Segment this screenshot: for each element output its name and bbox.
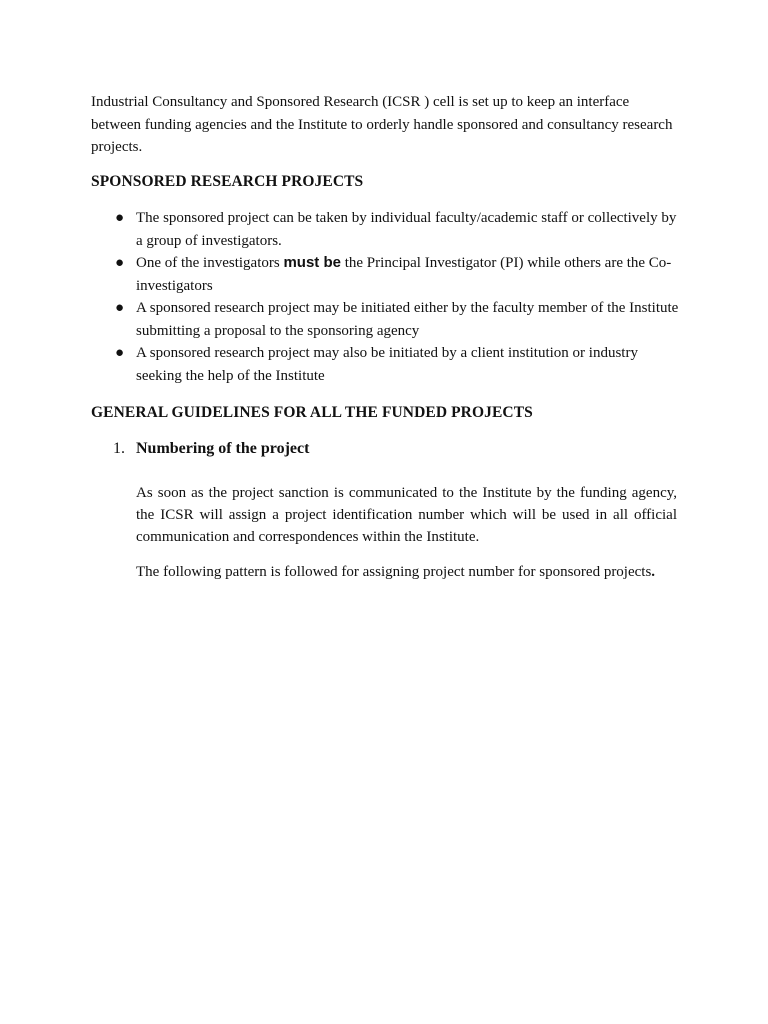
bullet-icon: ● — [115, 345, 125, 361]
pattern-period: . — [651, 564, 656, 580]
bullet-text: The sponsored project can be taken by individual faculty/academic staff or collectively by a group of investigators. — [136, 210, 677, 249]
intro-paragraph: Industrial Consultancy and Sponsored Research (ICSR ) cell is set up to keep an interface between funding agencies and the Institute to orderly handle sponsored and consultancy research projects. — [91, 94, 673, 155]
bullet-item — [91, 342, 681, 387]
bullet-icon: ● — [115, 255, 125, 271]
bullet-text-start: One of the investigators — [136, 255, 284, 271]
bullet-icon: ● — [115, 210, 125, 226]
bullet-item — [91, 252, 681, 297]
bullet-item — [91, 297, 681, 342]
bullet-text: A sponsored research project may be initiated either by the faculty member of the Institute submitting a proposal to the sponsoring agency — [136, 300, 679, 339]
bullet-icon: ● — [115, 300, 125, 316]
pattern-paragraph — [136, 561, 677, 583]
bullet-text: A sponsored research project may also be initiated by a client institution or industry seeking the help of the Institute — [136, 345, 638, 384]
emphasis-must-be: must be — [283, 254, 341, 271]
sponsored-bullet-list — [91, 207, 681, 387]
numbered-item-title: Numbering of the project — [136, 440, 310, 457]
bullet-item — [91, 207, 681, 252]
bullet-text-end: the Principal Investigator (PI) while others are the Co-investigators — [136, 255, 672, 294]
numbering-paragraph: As soon as the project sanction is communicated to the Institute by the funding agency, the ICSR will assign a project identification number which will be used in all official communication and correspondences within the Institute. — [136, 485, 677, 545]
sponsored-research-heading: SPONSORED RESEARCH PROJECTS — [91, 173, 364, 190]
general-guidelines-heading: GENERAL GUIDELINES FOR ALL THE FUNDED PROJECTS — [91, 404, 533, 421]
pattern-text: The following pattern is followed for assigning project number for sponsored projects — [136, 564, 652, 580]
numbered-item — [113, 438, 309, 460]
list-number: 1. — [113, 440, 125, 457]
